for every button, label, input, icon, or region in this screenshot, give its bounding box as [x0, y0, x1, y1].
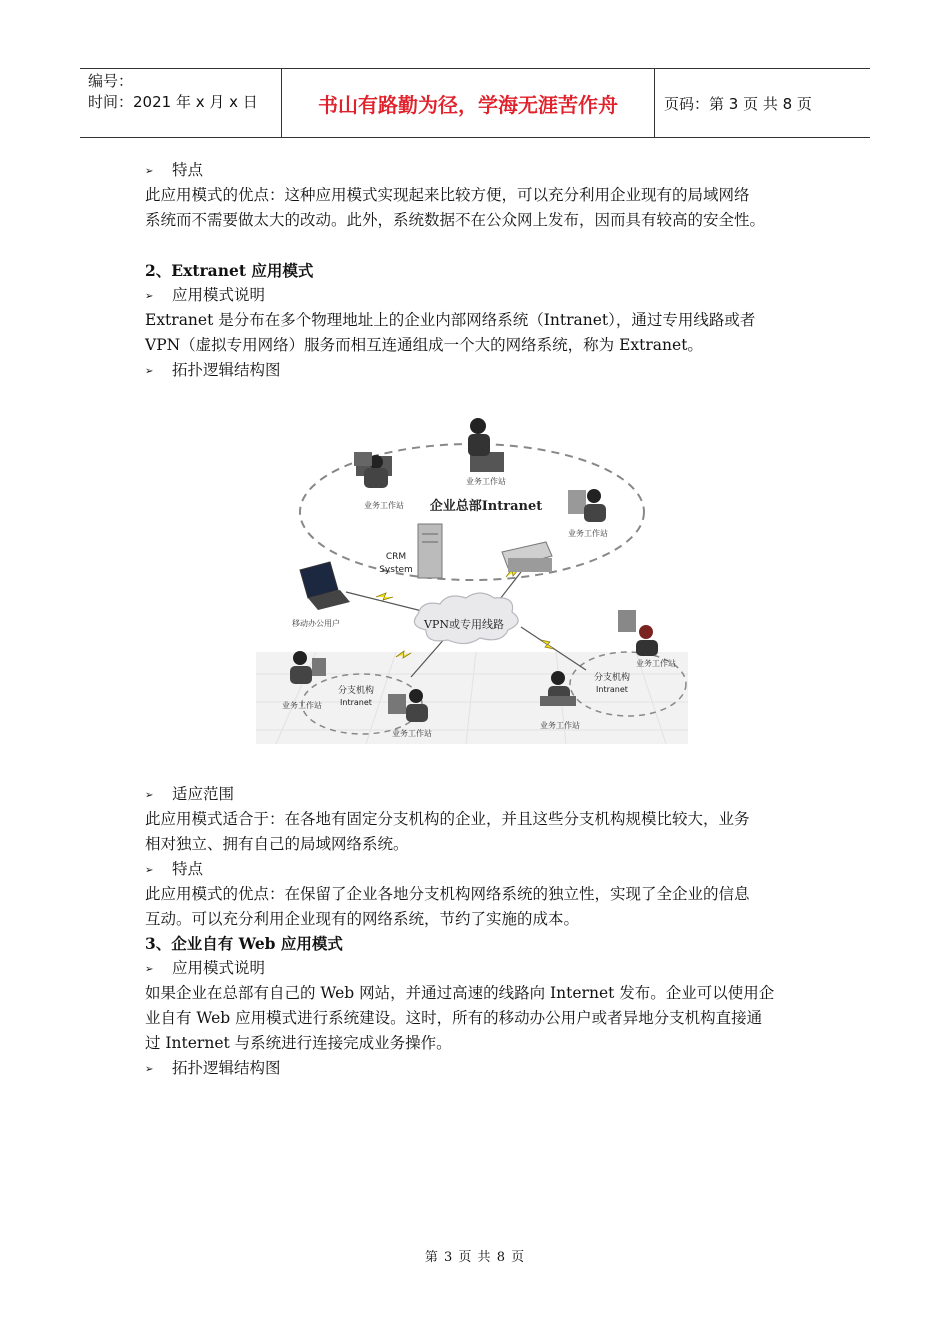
- router-icon: [502, 542, 552, 572]
- paragraph-line: 此应用模式的优点：这种应用模式实现起来比较方便，可以充分利用企业现有的局域网络: [145, 186, 750, 204]
- paragraph-line: 系统而不需要做太大的改动。此外，系统数据不在公众网上发布，因而具有较高的安全性。: [145, 211, 766, 229]
- bullet-item: [145, 782, 234, 808]
- page-header: [80, 68, 870, 138]
- svg-text:业务工作站: 业务工作站: [466, 477, 506, 486]
- arrow-bullet-icon: ➢: [145, 789, 154, 801]
- bullet-item: [145, 1056, 281, 1082]
- hq-intranet-label: 企业总部Intranet: [429, 499, 543, 514]
- bullet-text: 拓扑逻辑结构图: [172, 1059, 281, 1077]
- header-meta: [88, 71, 278, 113]
- bullet-item: [145, 358, 281, 384]
- bullet-item: [145, 956, 265, 982]
- server-icon: [418, 524, 442, 578]
- doc-number-label: 编号：: [88, 72, 134, 90]
- paragraph-line: 此应用模式适合于：在各地有固定分支机构的企业，并且这些分支机构规模比较大，业务: [145, 810, 750, 828]
- header-motto: 书山有路勤为径，学海无涯苦作舟: [281, 69, 655, 137]
- bullet-text: 特点: [172, 860, 204, 878]
- paragraph-line: Extranet 是分布在多个物理地址上的企业内部网络系统（Intranet），通过专用线路或者: [145, 311, 756, 329]
- svg-text:业务工作站: 业务工作站: [282, 701, 322, 710]
- svg-text:业务工作站: 业务工作站: [364, 501, 404, 510]
- laptop-icon: [300, 562, 350, 610]
- person-workstation-icon: [618, 610, 658, 656]
- paragraph-line: VPN（虚拟专用网络）服务而相互连通组成一个大的网络系统，称为 Extranet。: [145, 336, 703, 354]
- vpn-label: VPN或专用线路: [424, 618, 504, 631]
- svg-text:Intranet: Intranet: [596, 685, 628, 694]
- svg-text:System: System: [379, 565, 413, 575]
- svg-text:业务工作站: 业务工作站: [636, 659, 676, 668]
- arrow-bullet-icon: ➢: [145, 864, 154, 876]
- svg-text:Intranet: Intranet: [340, 698, 372, 707]
- arrow-bullet-icon: ➢: [145, 365, 154, 377]
- bullet-item: [145, 283, 265, 309]
- person-workstation-icon: [568, 489, 606, 522]
- svg-text:移动办公用户: 移动办公用户: [292, 619, 340, 628]
- arrow-bullet-icon: ➢: [145, 290, 154, 302]
- bullet-text: 应用模式说明: [172, 959, 266, 977]
- paragraph-line: 相对独立、拥有自己的局域网络系统。: [145, 835, 409, 853]
- paragraph-line: 业自有 Web 应用模式进行系统建设。这时，所有的移动办公用户或者异地分支机构直接通: [145, 1009, 763, 1027]
- bullet-item: [145, 857, 203, 883]
- svg-text:CRM: CRM: [385, 552, 407, 562]
- svg-text:业务工作站: 业务工作站: [568, 529, 608, 538]
- bullet-item: [145, 158, 203, 184]
- section-heading: 2、Extranet 应用模式: [145, 261, 314, 280]
- paragraph-line: 此应用模式的优点：在保留了企业各地分支机构网络系统的独立性，实现了全企业的信息: [145, 885, 750, 903]
- header-page-info: 页码：第 3 页 共 8 页: [664, 94, 812, 113]
- svg-text:业务工作站: 业务工作站: [540, 721, 580, 730]
- extranet-topology-figure: [256, 412, 688, 744]
- svg-text:分支机构: 分支机构: [593, 673, 631, 683]
- bullet-text: 拓扑逻辑结构图: [172, 361, 281, 379]
- bullet-text: 应用模式说明: [172, 286, 266, 304]
- paragraph-line: 互动。可以充分利用企业现有的网络系统，节约了实施的成本。: [145, 910, 580, 928]
- arrow-bullet-icon: ➢: [145, 1063, 154, 1075]
- bullet-text: 适应范围: [172, 785, 235, 803]
- arrow-bullet-icon: ➢: [145, 963, 154, 975]
- page-footer: 第 3 页 共 8 页: [424, 1250, 526, 1265]
- section-heading: 3、企业自有 Web 应用模式: [145, 934, 343, 953]
- doc-date: 时间：2021 年 x 月 x 日: [88, 93, 258, 111]
- bullet-text: 特点: [172, 161, 204, 179]
- svg-text:分支机构: 分支机构: [337, 686, 375, 696]
- person-workstation-icon: [354, 452, 392, 488]
- paragraph-line: 过 Internet 与系统进行连接完成业务操作。: [145, 1034, 452, 1052]
- arrow-bullet-icon: ➢: [145, 165, 154, 177]
- svg-text:业务工作站: 业务工作站: [392, 729, 432, 738]
- paragraph-line: 如果企业在总部有自己的 Web 网站，并通过高速的线路向 Internet 发布。企业可以使用企: [145, 984, 775, 1002]
